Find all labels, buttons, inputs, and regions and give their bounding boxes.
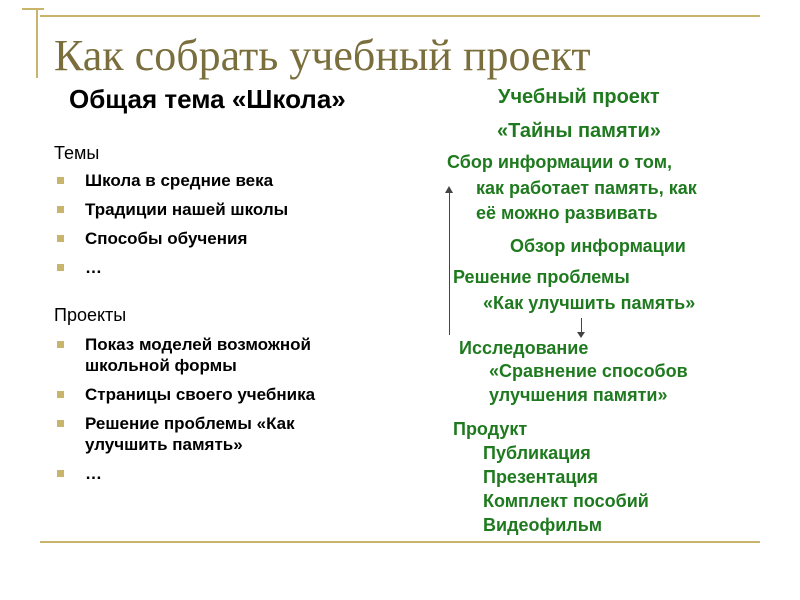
top-rule-left xyxy=(22,8,44,10)
vertical-rule xyxy=(36,8,38,78)
arrow-up-icon xyxy=(445,186,453,193)
list-item: Традиции нашей школы xyxy=(54,199,288,220)
list-item: Школа в средние века xyxy=(54,170,288,191)
research-line-3: улучшения памяти» xyxy=(489,385,668,405)
arrow-down-icon xyxy=(577,332,585,338)
top-rule-horizontal xyxy=(40,15,760,17)
bullet-square-icon xyxy=(57,235,64,242)
bullet-square-icon xyxy=(57,264,64,271)
collect-line-2: как работает память, как xyxy=(476,178,697,198)
product-label: Продукт xyxy=(453,419,528,439)
bullet-square-icon xyxy=(57,420,64,427)
bullet-square-icon xyxy=(57,206,64,213)
research-line-1: Исследование xyxy=(459,338,589,358)
projects-label: Проекты xyxy=(54,305,127,325)
product-item: Презентация xyxy=(483,467,598,487)
list-item: … xyxy=(54,257,288,278)
bullet-square-icon xyxy=(57,470,64,477)
themes-list xyxy=(54,170,288,286)
right-heading-2: «Тайны памяти» xyxy=(497,120,661,142)
right-heading-1: Учебный проект xyxy=(498,86,660,108)
bullet-square-icon xyxy=(57,391,64,398)
solve-line-2: «Как улучшить память» xyxy=(483,293,696,313)
cycle-arrow-line xyxy=(449,190,450,335)
projects-list xyxy=(54,334,315,492)
slide-title: Как собрать учебный проект xyxy=(54,31,591,80)
themes-label: Темы xyxy=(54,143,100,163)
bottom-rule xyxy=(40,541,760,543)
list-item: Решение проблемы «Как улучшить память» xyxy=(54,413,315,455)
collect-line-3: её можно развивать xyxy=(476,203,658,223)
bullet-square-icon xyxy=(57,177,64,184)
list-item: … xyxy=(54,463,315,484)
left-heading: Общая тема «Школа» xyxy=(69,84,346,114)
collect-line-1: Сбор информации о том, xyxy=(447,152,673,172)
product-item: Видеофильм xyxy=(483,515,603,535)
list-item: Показ моделей возможной школьной формы xyxy=(54,334,315,376)
bullet-square-icon xyxy=(57,341,64,348)
list-item: Способы обучения xyxy=(54,228,288,249)
research-line-2: «Сравнение способов xyxy=(489,361,688,381)
product-item: Публикация xyxy=(483,443,591,463)
step-arrow-line xyxy=(581,318,582,332)
list-item: Страницы своего учебника xyxy=(54,384,315,405)
solve-line-1: Решение проблемы xyxy=(453,267,630,287)
product-item: Комплект пособий xyxy=(483,491,649,511)
review-label: Обзор информации xyxy=(510,236,686,256)
